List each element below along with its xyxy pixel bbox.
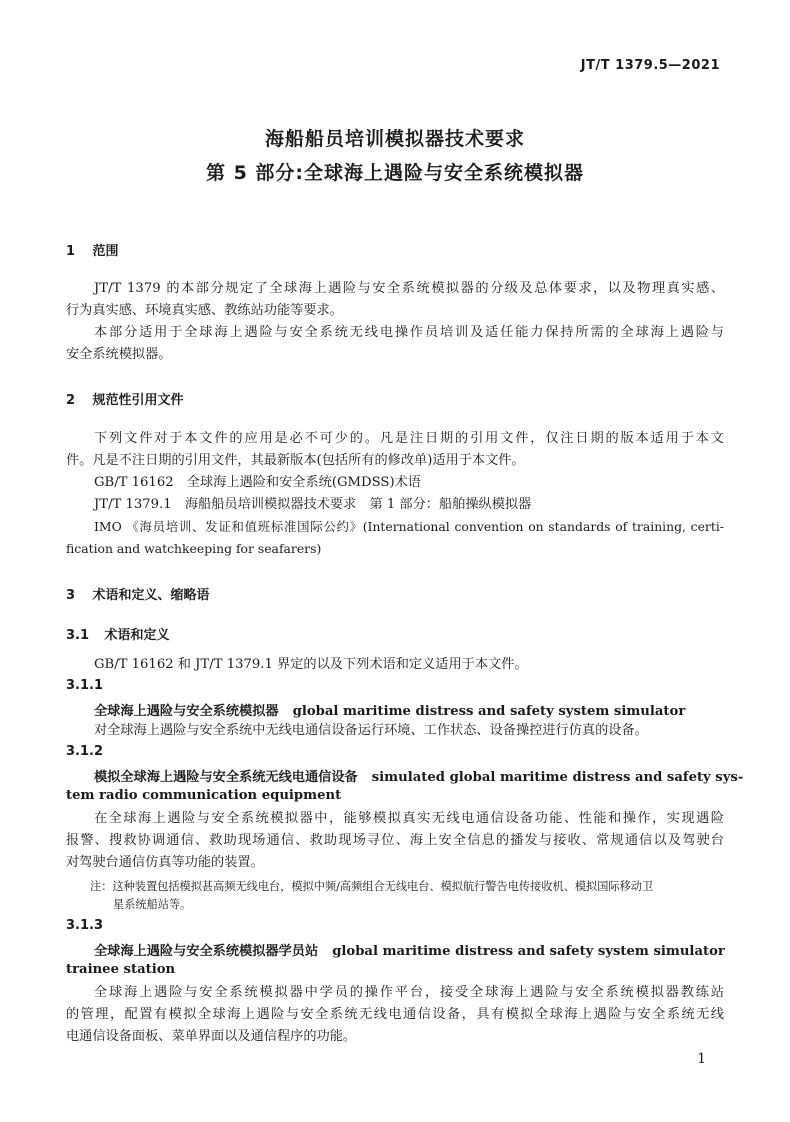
clause-number: 3.1.2 — [66, 744, 104, 759]
term-english-continued: trainee station — [66, 962, 176, 977]
section-title: 术语和定义、缩略语 — [92, 588, 210, 603]
definition-line: 的管理，配置有模拟全球海上遇险与安全系统无线电通信设备，具有模拟全球海上遇险与安全系统无线 — [66, 1007, 724, 1022]
note-line: 注：这种装置包括模拟甚高频无线电台，模拟中频/高频组合无线电台、模拟航行警告电传接收机、模拟国际移动卫 — [90, 880, 654, 893]
term-chinese: 模拟全球海上遇险与安全系统无线电通信设备 — [94, 770, 358, 785]
definition-line: 在全球海上遇险与安全系统模拟器中，能够模拟真实无线电通信设备功能、性能和操作，实现遇险 — [94, 811, 724, 826]
document-title: 海船船员培训模拟器技术要求 — [264, 128, 525, 150]
paragraph-line: 本部分适用于全球海上遇险与安全系统无线电操作员培训及适任能力保持所需的全球海上遇险与 — [94, 325, 724, 340]
reference-item: GB/T 16162 全球海上遇险和安全系统(GMDSS)术语 — [94, 475, 421, 490]
definition-line: 对全球海上遇险与安全系统中无线电通信设备运行环境、工作状态、设备操控进行仿真的设备。 — [94, 723, 648, 738]
standard-number: JT/T 1379.5—2021 — [580, 58, 720, 73]
subsection-title: 术语和定义 — [104, 628, 170, 643]
term-chinese: 全球海上遇险与安全系统模拟器 — [94, 704, 279, 719]
note-line: 星系统船站等。 — [113, 898, 192, 911]
term-entry — [94, 700, 685, 719]
reference-item: JT/T 1379.1 海船船员培训模拟器技术要求 第 1 部分：船舶操纵模拟器 — [94, 497, 532, 512]
section-title: 规范性引用文件 — [92, 393, 184, 408]
term-entry — [94, 766, 743, 785]
paragraph-line: 下列文件对于本文件的应用是必不可少的。凡是注日期的引用文件，仅注日期的版本适用于本文 — [94, 431, 724, 446]
definition-line: 全球海上遇险与安全系统模拟器中学员的操作平台，接受全球海上遇险与安全系统模拟器教练站 — [94, 985, 724, 1000]
reference-item: IMO 《海员培训、发证和值班标准国际公约》(International convention on standards of training, certi- — [94, 519, 724, 534]
section-number: 1 — [66, 244, 76, 259]
clause-number: 3.1.1 — [66, 678, 104, 693]
term-entry — [94, 940, 725, 959]
term-chinese: 全球海上遇险与安全系统模拟器学员站 — [94, 944, 319, 959]
section-1-heading — [66, 240, 119, 259]
definition-line: 对驾驶台通信仿真等功能的装置。 — [66, 855, 264, 870]
term-english: global maritime distress and safety system simulator — [292, 704, 686, 719]
term-english: simulated global maritime distress and safety sys- — [371, 770, 744, 785]
definition-line: 电通信设备面板、菜单界面以及通信程序的功能。 — [66, 1029, 357, 1044]
section-2-heading — [66, 389, 184, 408]
document-subtitle: 第 5 部分:全球海上遇险与安全系统模拟器 — [205, 162, 585, 184]
clause-number: 3.1.3 — [66, 918, 104, 933]
paragraph-line: 件。凡是不注日期的引用文件，其最新版本(包括所有的修改单)适用于本文件。 — [66, 453, 525, 468]
term-english: global maritime distress and safety system simulator — [332, 944, 725, 959]
page-number: 1 — [697, 1051, 706, 1067]
paragraph-line: 安全系统模拟器。 — [66, 347, 172, 362]
section-number: 3 — [66, 588, 76, 603]
term-english-continued: tem radio communication equipment — [66, 788, 342, 803]
definition-line: 报警、搜救协调通信、救助现场通信、救助现场寻位、海上安全信息的播发与接收、常规通信以及驾驶台 — [66, 833, 724, 848]
paragraph-line: 行为真实感、环境真实感、教练站功能等要求。 — [66, 303, 343, 318]
section-number: 2 — [66, 393, 76, 408]
paragraph-line: GB/T 16162 和 JT/T 1379.1 界定的以及下列术语和定义适用于本文件。 — [94, 657, 528, 672]
reference-item-continued: fication and watchkeeping for seafarers) — [66, 541, 322, 556]
section-3-heading — [66, 584, 210, 603]
subsection-number: 3.1 — [66, 628, 90, 643]
paragraph-line: JT/T 1379 的本部分规定了全球海上遇险与安全系统模拟器的分级及总体要求，以及物理真实感、 — [94, 281, 724, 296]
section-title: 范围 — [92, 244, 119, 259]
subsection-3-1-heading — [66, 624, 170, 643]
